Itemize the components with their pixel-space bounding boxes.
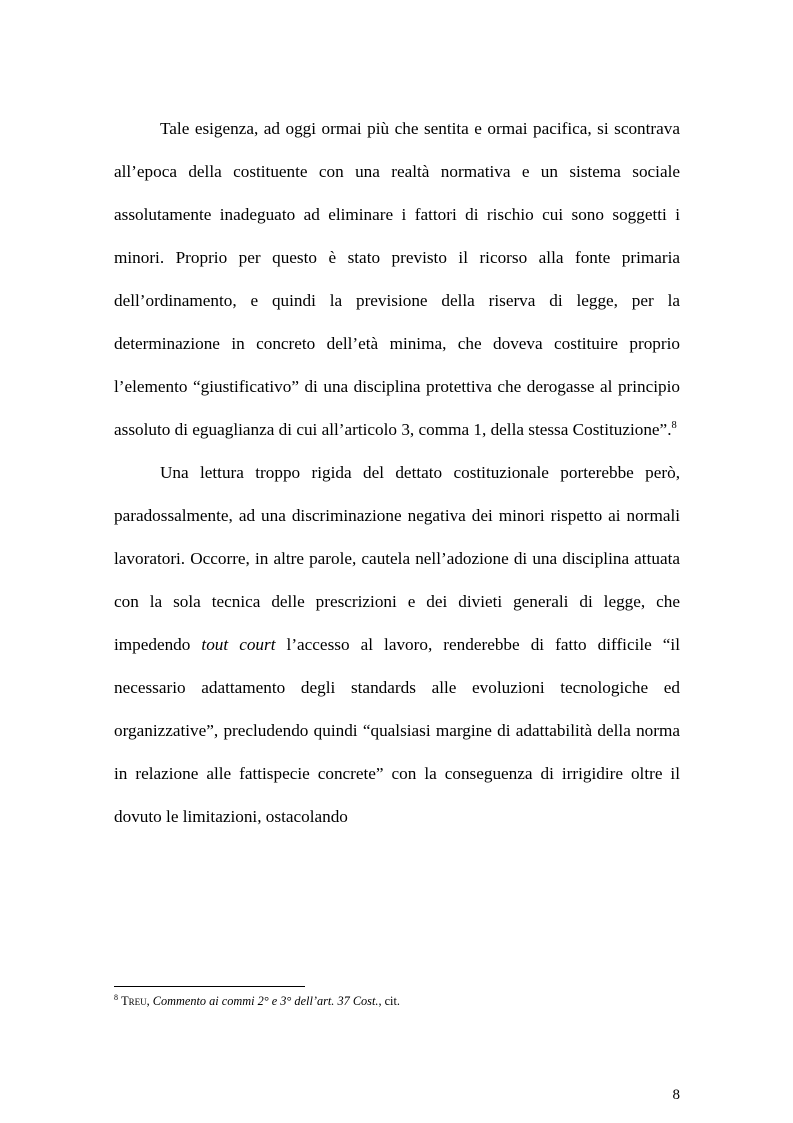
paragraph-2-text-start: Una lettura troppo rigida del dettato costituzionale porterebbe però, paradossalmente, ad una discriminazione negativa dei minori rispetto ai normali lavoratori. Occorre, in altre parole, cautela nell’adozione di una disciplina attuata con la sola tecnica delle prescrizioni e dei divieti generali di legge, che impedendo bbox=[114, 463, 680, 654]
footnote-reference[interactable]: 8 bbox=[671, 420, 677, 431]
page-number: 8 bbox=[672, 1087, 680, 1103]
footnote-number: 8 bbox=[114, 993, 118, 1002]
main-text bbox=[114, 107, 680, 838]
footnote-separator-comma: , bbox=[146, 994, 150, 1008]
footnote-author: Treu bbox=[121, 994, 147, 1008]
paragraph-2-text-end: l’accesso al lavoro, renderebbe di fatto difficile “il necessario adattamento degli standards alle evoluzioni tecnologiche ed organizzative”, precludendo quindi “qualsiasi margine di adattabilità della norma in relazione alle fattispecie concrete” con la conseguenza di irrigidire oltre il dovuto le limitazioni, ostacolando bbox=[114, 635, 680, 826]
italic-phrase: tout court bbox=[201, 635, 276, 654]
paragraph-2 bbox=[114, 451, 680, 838]
footnote-separator bbox=[114, 986, 305, 987]
footnote bbox=[114, 993, 680, 1009]
paragraph-1-text: Tale esigenza, ad oggi ormai più che sentita e ormai pacifica, si scontrava all’epoca della costituente con una realtà normativa e un sistema sociale assolutamente inadeguato ad eliminare i fattori di rischio cui sono soggetti i minori. Proprio per questo è stato previsto il ricorso alla fonte primaria dell’ordinamento, e quindi la previsione della riserva di legge, per la determinazione in concreto dell’età minima, che doveva costituire proprio l’elemento “giustificativo” di una disciplina protettiva che derogasse al principio assoluto di eguaglianza di cui all’articolo 3, comma 1, della stessa Costituzione”. bbox=[114, 119, 680, 439]
paragraph-1 bbox=[114, 107, 680, 451]
footnote-title: Commento ai commi 2° e 3° dell’art. 37 Cost. bbox=[152, 994, 379, 1008]
footnote-suffix: , cit. bbox=[378, 994, 400, 1008]
